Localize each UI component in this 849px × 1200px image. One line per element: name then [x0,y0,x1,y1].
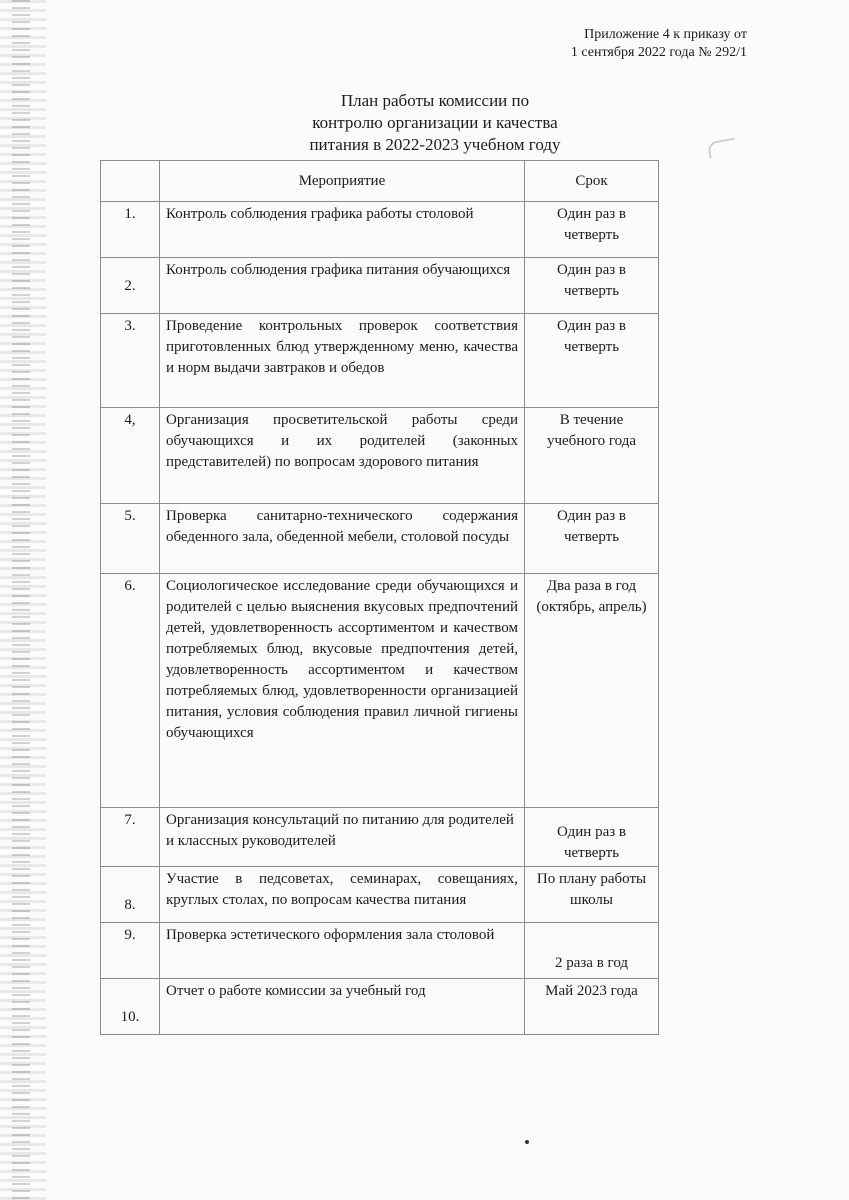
appendix-line-1: Приложение 4 к приказу от [584,27,747,42]
row-term: Май 2023 года [525,979,659,1035]
table-row [101,258,659,314]
row-term: Два раза в год (октябрь, апрель) [525,574,659,808]
row-number: 3. [101,314,160,408]
header-num [101,161,160,202]
header-term: Срок [525,161,659,202]
row-number: 4, [101,408,160,504]
row-activity: Проверка эстетического оформления зала столовой [160,923,525,979]
row-number: 7. [101,808,160,867]
table-row [101,979,659,1035]
scan-dot [525,1140,529,1144]
row-activity: Проверка санитарно-технического содержания обеденного зала, обеденной мебели, столовой посуды [160,504,525,574]
appendix-note [571,26,747,62]
appendix-line-2: 1 сентября 2022 года № 292/1 [570,45,747,60]
row-term: Один раз в четверть [525,314,659,408]
table-row [101,408,659,504]
table-header-row [101,161,659,202]
row-number: 10. [101,979,160,1035]
row-number: 8. [101,867,160,923]
row-activity: Участие в педсоветах, семинарах, совещаниях, круглых столах, по вопросам качества питания [160,867,525,923]
row-term: Один раз в четверть [525,808,659,867]
row-term: В течение учебного года [525,408,659,504]
title-line-1: План работы комиссии по [340,91,530,110]
row-activity: Социологическое исследование среди обучающихся и родителей с целью выяснения вкусовых предпочтений детей, удовлетворенность ассортиментом и качеством потребляемых блюд, вкусовые предпочтения детей, удовлетворенность ассортиментом и качеством потребляемых блюд, удовлетворенности организацией питания, условия соблюдения правил личной гигиены обучающихся [160,574,525,808]
row-term: Один раз в четверть [525,202,659,258]
table-row [101,808,659,867]
scan-edge-artifact [0,0,46,1200]
table-row [101,202,659,258]
table-row [101,923,659,979]
scan-strip [12,0,30,1200]
row-term: 2 раза в год [525,923,659,979]
document-title [270,90,600,156]
row-number: 6. [101,574,160,808]
row-number: 1. [101,202,160,258]
row-term: Один раз в четверть [525,258,659,314]
scan-mark [707,138,737,159]
row-activity: Отчет о работе комиссии за учебный год [160,979,525,1035]
row-term: По плану работы школы [525,867,659,923]
row-activity: Организация консультаций по питанию для родителей и классных руководителей [160,808,525,867]
table-row [101,314,659,408]
row-activity: Контроль соблюдения графика работы столовой [160,202,525,258]
header-activity: Мероприятие [160,161,525,202]
plan-table [100,160,659,1035]
row-number: 2. [101,258,160,314]
table-row [101,867,659,923]
row-term: Один раз в четверть [525,504,659,574]
row-number: 5. [101,504,160,574]
title-line-2: контролю организации и качества [312,113,558,132]
row-activity: Проведение контрольных проверок соответствия приготовленных блюд утвержденному меню, качества и норм выдачи завтраков и обедов [160,314,525,408]
title-line-3: питания в 2022-2023 учебном году [309,135,561,154]
table-row [101,574,659,808]
row-number: 9. [101,923,160,979]
table-row [101,504,659,574]
row-activity: Организация просветительской работы среди обучающихся и их родителей (законных представителей) по вопросам здорового питания [160,408,525,504]
row-activity: Контроль соблюдения графика питания обучающихся [160,258,525,314]
